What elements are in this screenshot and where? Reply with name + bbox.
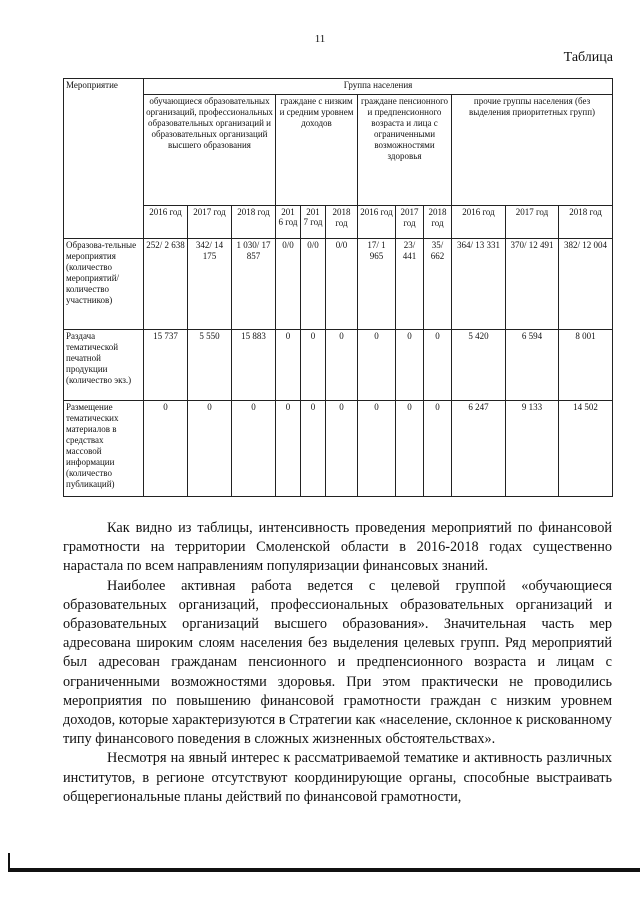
table-cell: 252/ 2 638: [144, 239, 188, 330]
table-cell: 14 502: [559, 401, 613, 497]
table-cell: 35/ 662: [424, 239, 452, 330]
data-table: [63, 78, 613, 497]
table-cell: 0: [396, 401, 424, 497]
year-header: 201 6 год: [276, 206, 301, 239]
year-header: 2017 год: [396, 206, 424, 239]
header-group: Группа населения: [144, 79, 613, 95]
page-number: 11: [314, 33, 326, 45]
table-cell: 1 030/ 17 857: [232, 239, 276, 330]
table-cell: 0: [326, 401, 358, 497]
table-cell: 0: [358, 330, 396, 401]
table-cell: 0: [396, 330, 424, 401]
year-header: 2016 год: [358, 206, 396, 239]
table-cell: 6 594: [506, 330, 559, 401]
year-header: 2018 год: [559, 206, 613, 239]
footer-rule: [8, 868, 640, 872]
year-header: 2017 год: [506, 206, 559, 239]
paragraph: Несмотря на явный интерес к рассматриваемой тематике и активность различных институтов, в регионе отсутствуют координирующие органы, способные выстраивать общерегиональные планы действий по финансовой грамотности,: [63, 750, 612, 805]
table-cell: 23/ 441: [396, 239, 424, 330]
table-cell: 8 001: [559, 330, 613, 401]
year-header: 2018 год: [232, 206, 276, 239]
table-cell: 0/0: [326, 239, 358, 330]
table-cell: 0: [424, 401, 452, 497]
year-header: 2017 год: [188, 206, 232, 239]
table-cell: 0: [188, 401, 232, 497]
subgroup-pensioners: граждане пенсионного и предпенсионного возраста и лица с ограниченными возможностями здоровья: [358, 95, 452, 206]
table-cell: 0: [276, 401, 301, 497]
table-cell: 0: [326, 330, 358, 401]
table-cell: 0: [276, 330, 301, 401]
table-cell: 0: [144, 401, 188, 497]
table-cell: 0/0: [276, 239, 301, 330]
subgroup-low-income: граждане с низким и средним уровнем доходов: [276, 95, 358, 206]
table-cell: 342/ 14 175: [188, 239, 232, 330]
year-header: 201 7 год: [301, 206, 326, 239]
table-row: [64, 401, 613, 497]
table-label: Таблица: [563, 50, 613, 65]
subgroup-other: прочие группы населения (без выделения приоритетных групп): [452, 95, 613, 206]
paragraph: Как видно из таблицы, интенсивность проведения мероприятий по финансовой грамотности на территории Смоленской области в 2016-2018 годах существенно нарастала по всем направлениям популяризации финансовых знаний.: [63, 520, 612, 575]
header-event: Мероприятие: [64, 79, 144, 239]
table-row: [64, 239, 613, 330]
table-cell: 5 420: [452, 330, 506, 401]
table-cell: 370/ 12 491: [506, 239, 559, 330]
year-header: 2018 год: [326, 206, 358, 239]
table-cell: 0: [232, 401, 276, 497]
table-row: [64, 330, 613, 401]
year-header: 2018 год: [424, 206, 452, 239]
row-event-label: Образова-тельные мероприятия (количество мероприятий/ количество участников): [64, 239, 144, 330]
paragraph: Наиболее активная работа ведется с целевой группой «обучающиеся образовательных организаций, профессиональных образовательных организаций и образовательных организаций высшего образования». Значительная часть мер адресована широким слоям населения без выделения целевых групп. Ряд мероприятий был адресован гражданам пенсионного и предпенсионного возраста и лицам с ограниченными возможностями здоровья. При этом практически не проводились мероприятия по повышению финансовой грамотности граждан с низким уровнем доходов, которые характеризуются в Стратегии как «население, склонное к рискованному типу финансового поведения в сложных жизненных обстоятельствах».: [63, 577, 612, 748]
table-cell: 0: [424, 330, 452, 401]
table-cell: 382/ 12 004: [559, 239, 613, 330]
table-cell: 364/ 13 331: [452, 239, 506, 330]
row-event-label: Раздача тематической печатной продукции (количество экз.): [64, 330, 144, 401]
row-event-label: Размещение тематических материалов в средствах массовой информации (количество публикаций): [64, 401, 144, 497]
table-cell: 0: [301, 330, 326, 401]
table-cell: 0/0: [301, 239, 326, 330]
table-cell: 9 133: [506, 401, 559, 497]
year-header: 2016 год: [144, 206, 188, 239]
subgroup-students: обучающиеся образовательных организаций, профессиональных образовательных организаций и образовательных организаций высшего образования: [144, 95, 276, 206]
table-cell: 17/ 1 965: [358, 239, 396, 330]
table-cell: 6 247: [452, 401, 506, 497]
year-header: 2016 год: [452, 206, 506, 239]
table-cell: 15 883: [232, 330, 276, 401]
table-cell: 15 737: [144, 330, 188, 401]
table-cell: 0: [301, 401, 326, 497]
body-text: [63, 519, 612, 807]
table-cell: 5 550: [188, 330, 232, 401]
table-cell: 0: [358, 401, 396, 497]
